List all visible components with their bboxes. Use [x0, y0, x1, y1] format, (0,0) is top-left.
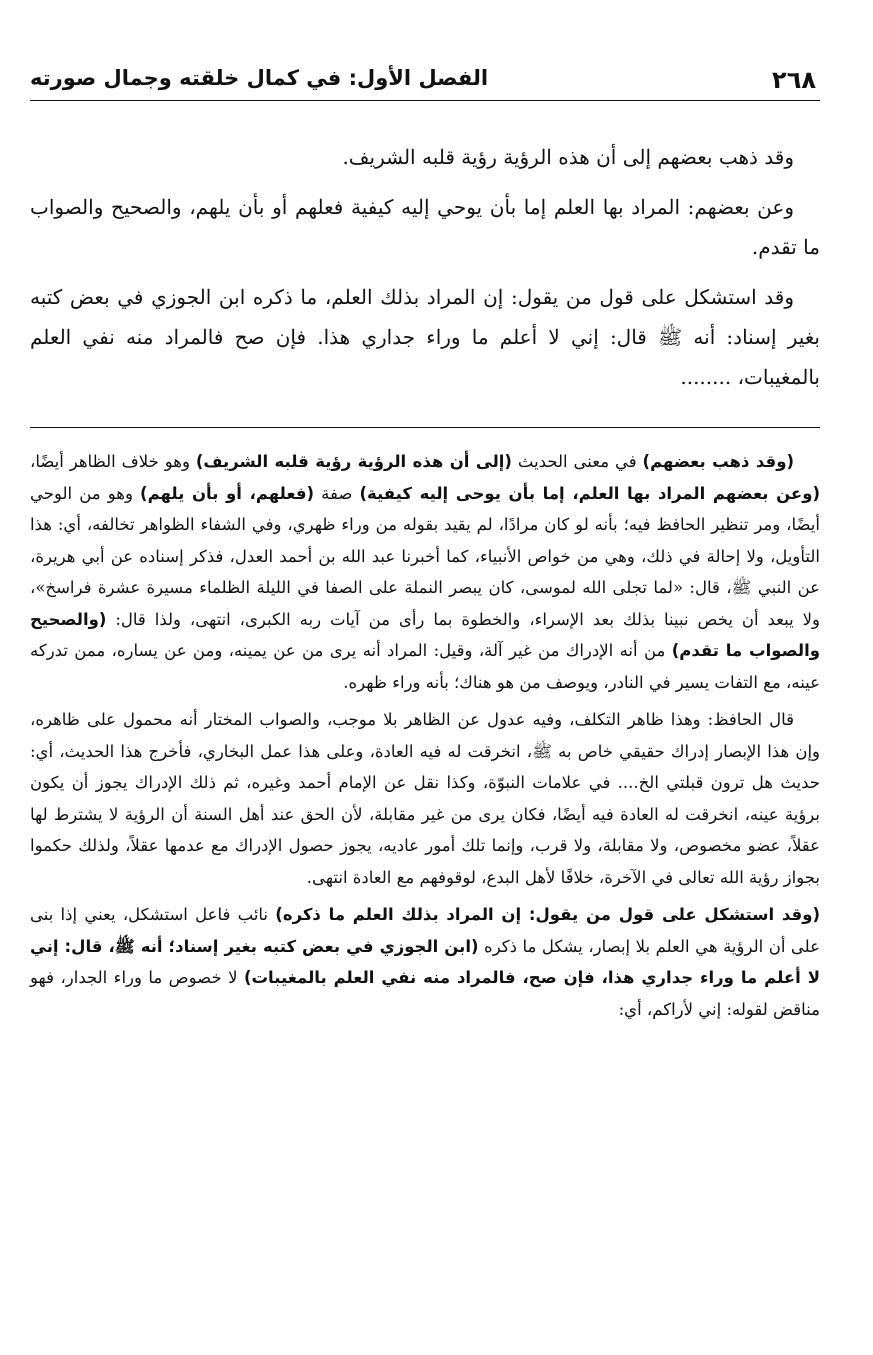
quoted-text: (وعن بعضهم المراد بها العلم، إما بأن يوحى إليه كيفية): [359, 483, 820, 503]
quoted-text: (ابن الجوزي في بعض كتبه بغير إسناد؛ أنه ﷺ، قال: إني لا أعلم ما وراء جداري هذا، فإن صح، فالمراد منه نفي العلم بالمغيبات): [30, 936, 820, 987]
commentary-paragraph: قال الحافظ: وهذا ظاهر التكلف، وفيه عدول عن الظاهر بلا موجب، والصواب المختار أنه محمول على ظاهره، وإن هذا الإبصار إدراك حقيقي خاص به ﷺ، انخرقت له فيه العادة، وعلى هذا عمل البخاري، فأخرج هذا الحديث، أي: حديث هل ترون قبلتي الخ.... في علامات النبوّة، وكذا نقل عن الإمام أحمد وغيره، ثم ذلك الإدراك يجوز أن يكون برؤية عينه، انخرقت له العادة فيه أيضًا، فكان يرى من غير مقابلة، لأن الحق عند أهل السنة أن الرؤية لا يشترط لها عقلاً، عضو مخصوص، ولا مقابلة، ولا قرب، وإنما تلك أمور عاديه، يجوز حصول الإدراك مع عدمها عقلاً، ولذلك حكموا بجواز رؤية الله تعالى في الآخرة، خلافًا لأهل البدع، لوقوفهم مع العادة انتهى.: [30, 710, 820, 887]
book-page: [30, 48, 820, 1025]
quoted-text: (فعلهم، أو بأن يلهم): [140, 483, 315, 503]
quoted-text: (إلى أن هذه الرؤية رؤية قلبه الشريف): [195, 452, 512, 471]
commentary-text: وهو من الوحي أيضًا، ومر تنظير الحافظ فيه؛ بأنه لو كان مرادًا، لم يقيد بقوله من وراء ظهري، وفي الشفاء الظواهر تخالفه، أي: هذا التأويل، ولا إحالة في ذلك، وهي من خواص الأنبياء، كما أخبرنا عبد الله بن أحمد العدل، فذكر إسناده عن أبي هريرة، عن النبي ﷺ، قال: «لما تجلى الله لموسى، كان يبصر النملة على الصفا في الليلة الظلماء مسيرة عشرة فراسخ»، ولا يبعد أن يخص نبينا بذلك بعد الإسراء، والخطوة بما رأى من آيات ربه الكبرى، انتهى، ولذا قال:: [30, 483, 820, 629]
commentary-text: لا خصوص ما وراء الجدار، فهو مناقض لقوله: إني لأراكم، أي:: [30, 968, 820, 1019]
commentary-paragraph: [30, 899, 820, 1025]
main-paragraph: وعن بعضهم: المراد بها العلم إما بأن يوحي إليه كيفية فعلهم أو بأن يلهم، والصحيح والصواب ما تقدم.: [30, 195, 820, 259]
main-text: [30, 137, 820, 397]
footnote-separator: [30, 427, 820, 428]
quoted-text: (وقد ذهب بعضهم): [642, 452, 795, 471]
chapter-title: الفصل الأول: في كمال خلقته وجمال صورته: [30, 66, 489, 90]
page-number: ٢٦٨: [772, 66, 816, 94]
ellipsis-dots: ........: [680, 365, 732, 389]
main-paragraph: [30, 277, 820, 397]
quoted-text: (والصحيح والصواب ما تقدم): [30, 609, 820, 660]
main-paragraph: وقد ذهب بعضهم إلى أن هذه الرؤية رؤية قلبه الشريف.: [342, 145, 794, 169]
commentary-text: صفة: [314, 483, 360, 503]
commentary-text: نائب فاعل استشكل، يعني إذا بنى على أن الرؤية هي العلم بلا إبصار، يشكل ما ذكره: [30, 905, 820, 956]
main-paragraph-text: وقد استشكل على قول من يقول: إن المراد بذلك العلم، ما ذكره ابن الجوزي في بعض كتبه بغير إسناد: أنه ﷺ قال: إني لا أعلم ما وراء جداري هذا. فإن صح فالمراد منه نفي العلم بالمغيبات،: [30, 285, 820, 389]
commentary-paragraph: [30, 446, 820, 698]
commentary-text: وهو خلاف الظاهر أيضًا،: [30, 452, 196, 471]
commentary-text: في معنى الحديث: [511, 452, 643, 471]
commentary-text: من أنه الإدراك من غير آلة، وقيل: المراد أنه يرى من عن يمينه، ومن عن يساره، ممن تدركه عينه، مع التفات يسير في النادر، ويوصف من هو هناك؛ بأنه وراء ظهره.: [30, 641, 820, 692]
page-header: [30, 48, 820, 101]
quoted-text: (وقد استشكل على قول من يقول: إن المراد بذلك العلم ما ذكره): [275, 905, 821, 924]
commentary: [30, 446, 820, 1025]
